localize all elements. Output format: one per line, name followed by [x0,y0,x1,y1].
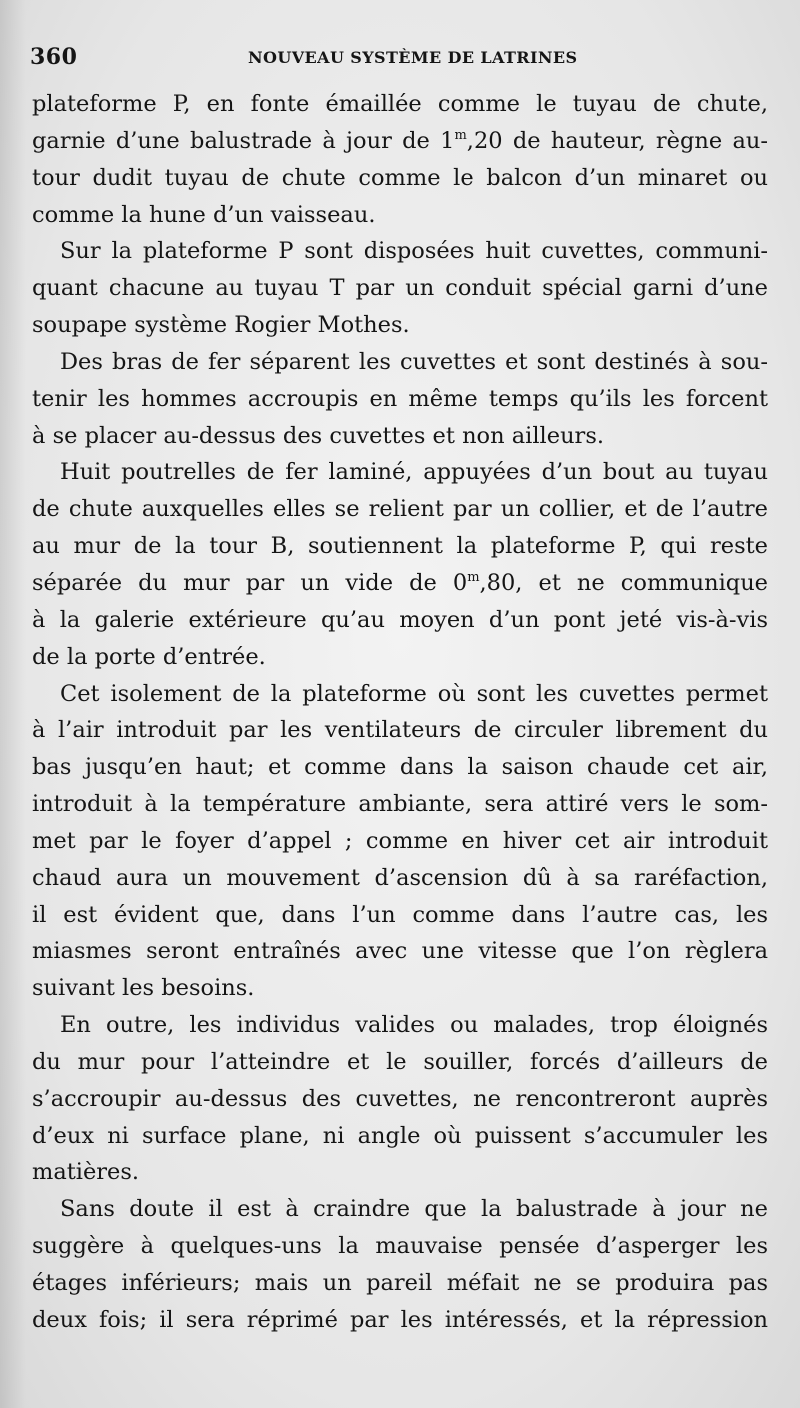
text-line: il est évident que, dans l’un comme dans l’autre cas, les [32,901,768,928]
page-gutter-shadow [0,0,26,1408]
text-line: de chute auxquelles elles se relient par un collier, et de l’autre [32,496,768,523]
text-line: miasmes seront entraînés avec une vitesse que l’on règlera [32,938,768,965]
text-line: à se placer au-dessus des cuvettes et non ailleurs. [32,422,605,449]
text-line: deux fois; il sera réprimé par les intéressés, et la répression [32,1306,768,1333]
text-line: étages inférieurs; mais un pareil méfait ne se produira pas [32,1270,768,1296]
text-line: du mur pour l’atteindre et le souiller, forcés d’ailleurs de [32,1048,768,1075]
running-header [30,44,770,74]
text-line: tour dudit tuyau de chute comme le balcon d’un minaret ou [32,164,768,191]
text-line: En outre, les individus valides ou malades, trop éloignés [60,1012,768,1039]
unit-superscript: m [454,127,467,143]
unit-superscript: m [467,569,480,585]
text-line: quant chacune au tuyau T par un conduit spécial garni d’une [32,275,768,302]
text-line [32,565,768,602]
text-line: matières. [32,1159,140,1186]
text-line: Des bras de fer séparent les cuvettes et sont destinés à sou- [60,348,768,375]
page-number: 360 [30,44,78,70]
text-line: tenir les hommes accroupis en même temps qu’ils les forcent [32,385,768,412]
text-line: Sur la plateforme P sont disposées huit cuvettes, communi- [60,238,768,265]
text-line: plateforme P, en fonte émaillée comme le tuyau de chute, [32,91,768,117]
running-title: NOUVEAU SYSTÈME DE LATRINES [248,48,578,67]
text-line: chaud aura un mouvement d’ascension dû à sa raréfaction, [32,864,768,891]
text-fragment: séparée du mur par un vide de 0 [32,569,468,596]
text-line: de la porte d’entrée. [32,643,266,670]
text-line: d’eux ni surface plane, ni angle où puissent s’accumuler les [32,1122,768,1149]
text-fragment: ,80, et ne communique [479,569,768,596]
text-line: met par le foyer d’appel ; comme en hiver cet air introduit [32,827,768,854]
text-line: comme la hune d’un vaisseau. [32,201,376,228]
text-line: introduit à la température ambiante, sera attiré vers le som- [32,791,768,818]
text-fragment: garnie d’une balustrade à jour de 1 [32,127,455,154]
text-line: Sans doute il est à craindre que la balustrade à jour ne [60,1196,768,1223]
text-line: suivant les besoins. [32,975,255,1002]
text-line: au mur de la tour B, soutiennent la plateforme P, qui reste [32,533,768,560]
text-line [32,123,768,160]
text-line: suggère à quelques-uns la mauvaise pensée d’asperger les [32,1233,768,1260]
text-line: à la galerie extérieure qu’au moyen d’un pont jeté vis-à-vis [32,606,768,633]
body-text [32,86,768,1339]
text-line: Cet isolement de la plateforme où sont les cuvettes permet [60,680,768,707]
text-line: Huit poutrelles de fer laminé, appuyées d’un bout au tuyau [60,459,768,486]
text-line: à l’air introduit par les ventilateurs de circuler librement du [32,717,768,744]
text-line: bas jusqu’en haut; et comme dans la saison chaude cet air, [32,754,768,781]
text-line: soupape système Rogier Mothes. [32,312,410,339]
text-line: s’accroupir au-dessus des cuvettes, ne rencontreront auprès [32,1085,768,1112]
text-fragment: ,20 de hauteur, règne au- [466,127,768,154]
